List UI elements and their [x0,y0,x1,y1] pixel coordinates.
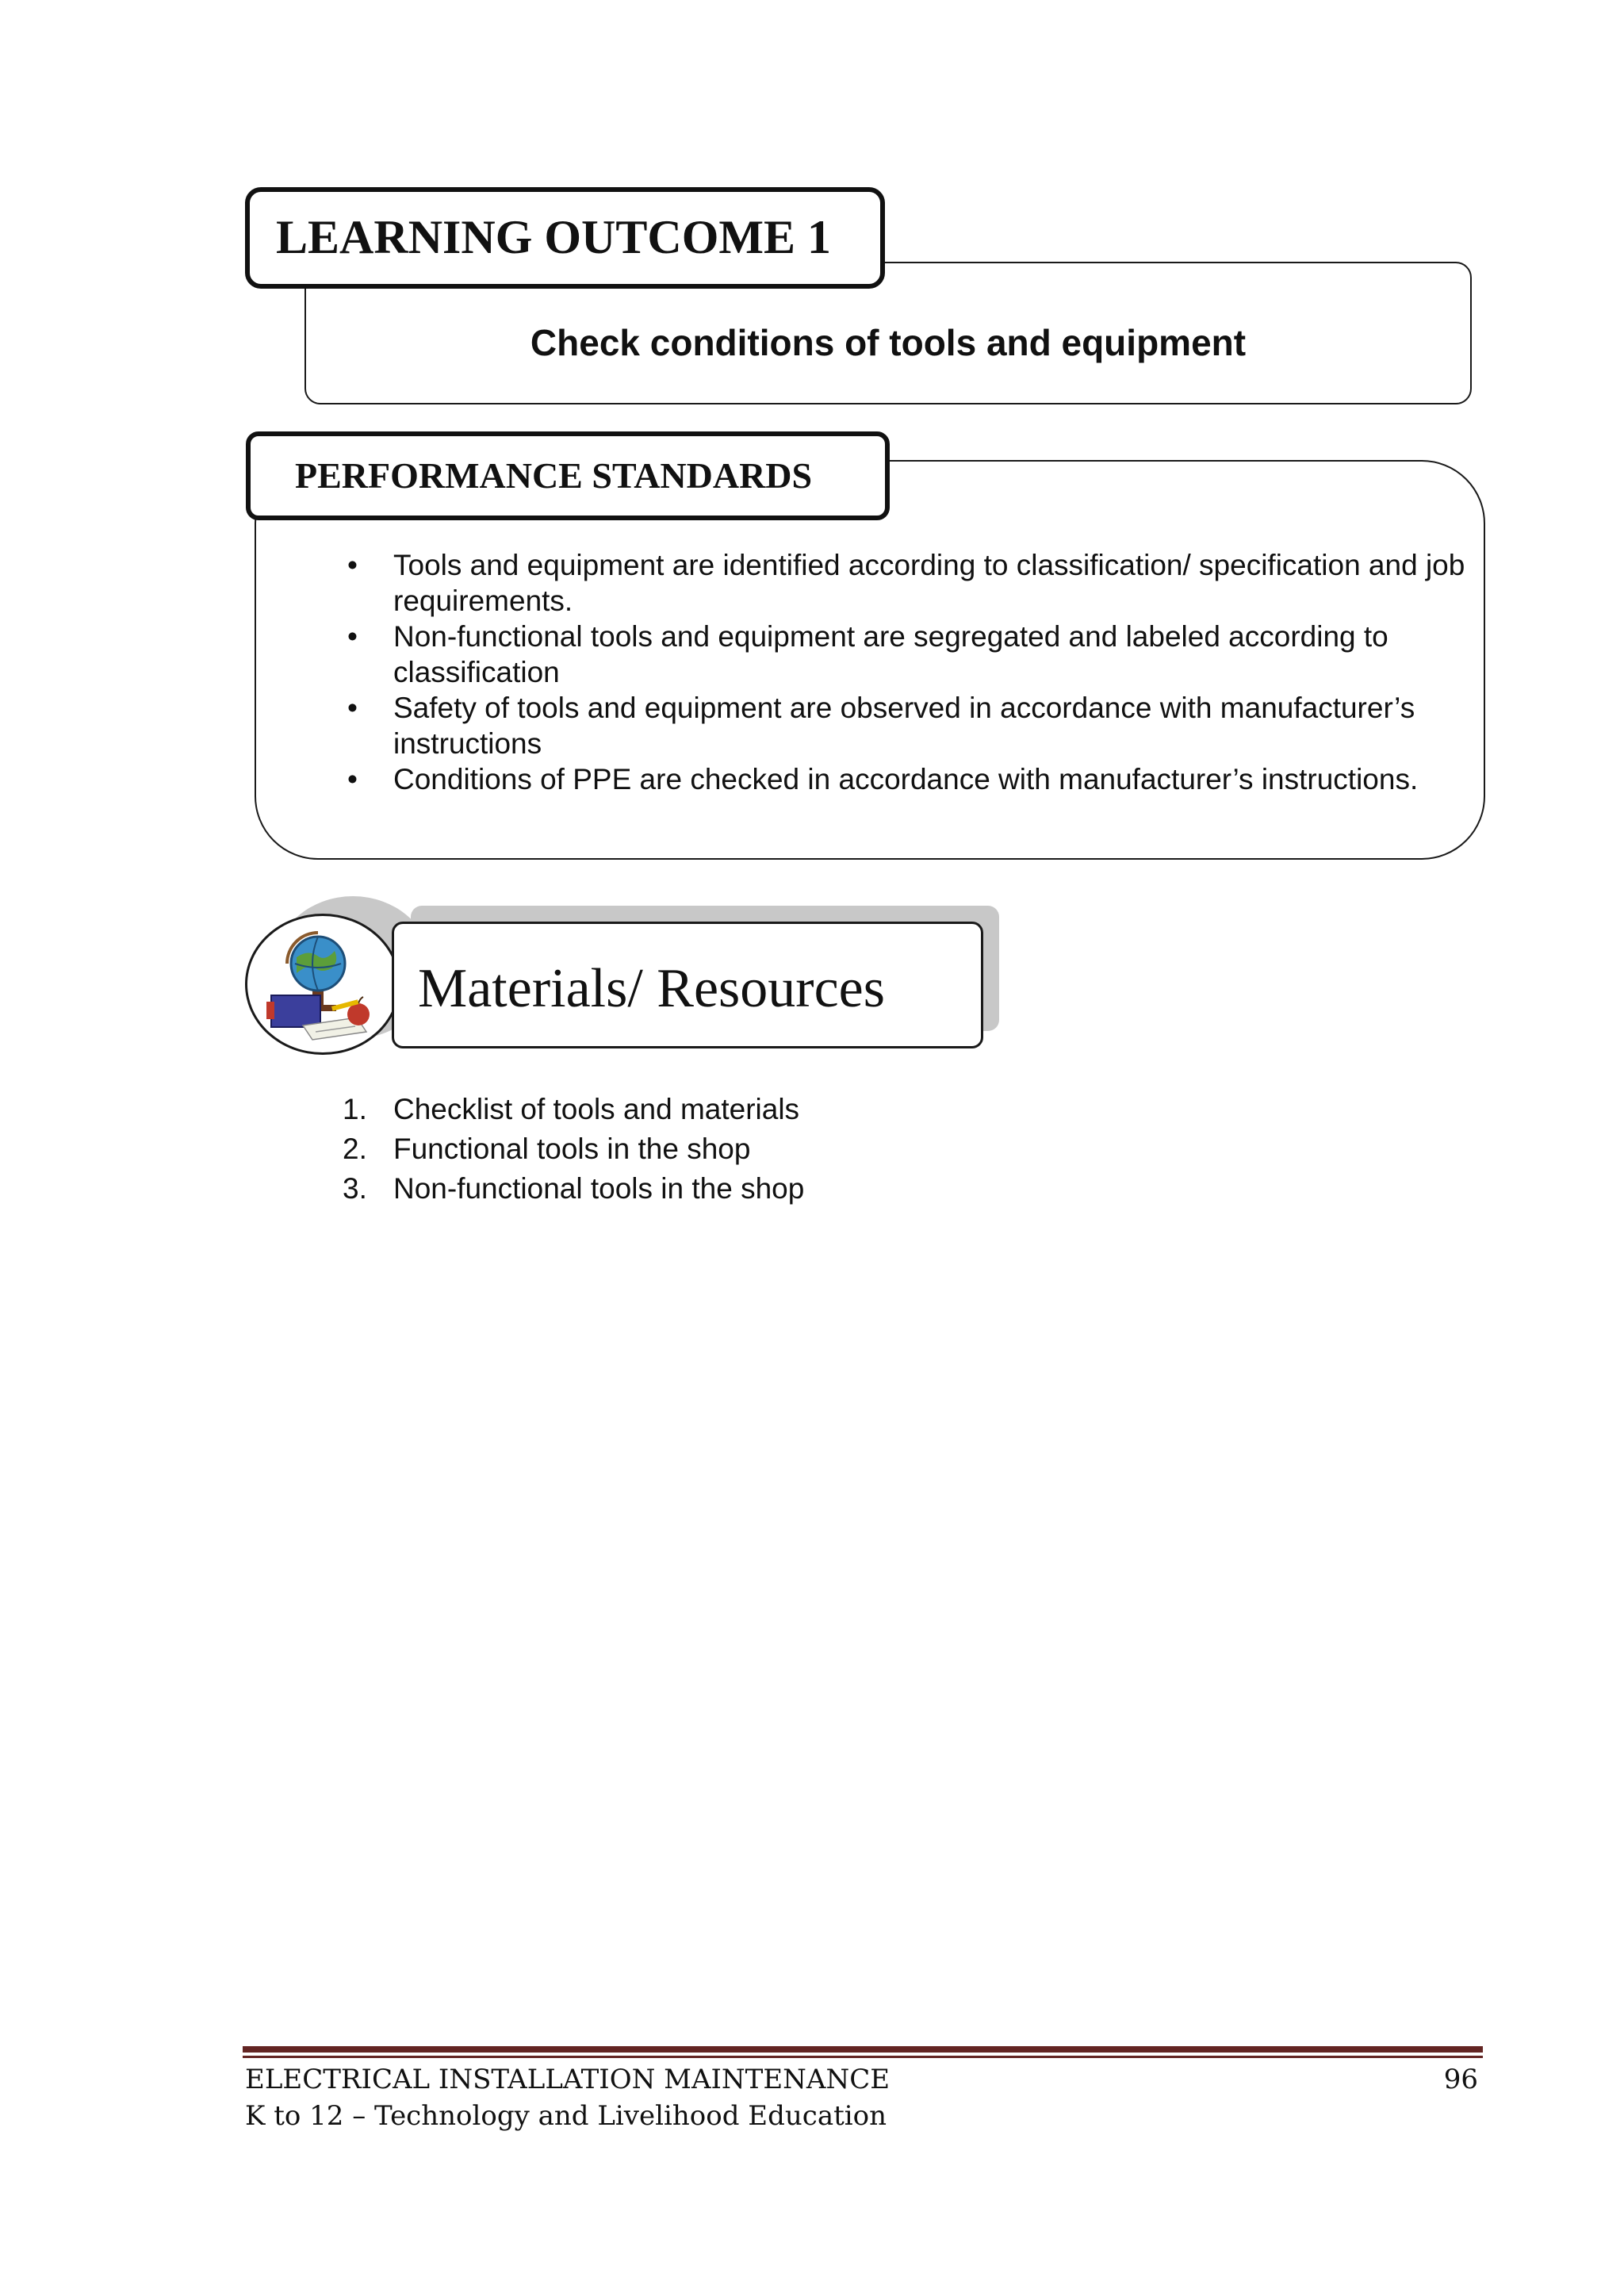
globe-icon [247,916,398,1052]
bullet-icon: • [347,549,358,581]
performance-standards-title: PERFORMANCE STANDARDS [295,455,813,496]
list-item-text: Non-functional tools in the shop [393,1172,805,1205]
materials-resources-title: Materials/ Resources [418,958,885,1019]
list-item [347,761,1465,797]
footer-rule [243,2046,1483,2053]
list-item [343,1090,804,1129]
globe-and-tools-clipart-icon [245,914,400,1055]
list-item-text: Non-functional tools and equipment are segregated and labeled according to classification [393,620,1388,688]
bullet-icon: • [347,763,358,795]
list-item [347,547,1465,619]
learning-outcome-description: Check conditions of tools and equipment [530,322,1247,363]
list-item-text: Tools and equipment are identified according to classification/ specification and job requirements. [393,549,1465,617]
materials-resources-list [343,1090,804,1209]
list-item [347,619,1465,690]
performance-standards-list [347,547,1465,797]
list-item-number: 2. [343,1133,367,1165]
learning-outcome-title: LEARNING OUTCOME 1 [276,211,832,263]
bullet-icon: • [347,692,358,724]
list-item-text: Conditions of PPE are checked in accordance with manufacturer’s instructions. [393,763,1419,795]
learning-outcome-tab [245,187,885,289]
list-item [343,1129,804,1169]
list-item [347,690,1465,761]
footer-rule-thin [243,2056,1483,2058]
footer-title: ELECTRICAL INSTALLATION MAINTENANCE [245,2064,891,2095]
materials-resources-tab [392,922,983,1048]
footer-subtitle: K to 12 – Technology and Livelihood Education [245,2100,887,2132]
list-item [343,1169,804,1209]
performance-standards-tab [246,431,890,520]
list-item-text: Functional tools in the shop [393,1133,751,1165]
list-item-number: 3. [343,1172,367,1205]
list-item-text: Safety of tools and equipment are observed in accordance with manufacturer’s instructions [393,692,1415,760]
bullet-icon: • [347,620,358,653]
list-item-number: 1. [343,1093,367,1125]
list-item-text: Checklist of tools and materials [393,1093,800,1125]
page-number: 96 [1443,2064,1478,2095]
